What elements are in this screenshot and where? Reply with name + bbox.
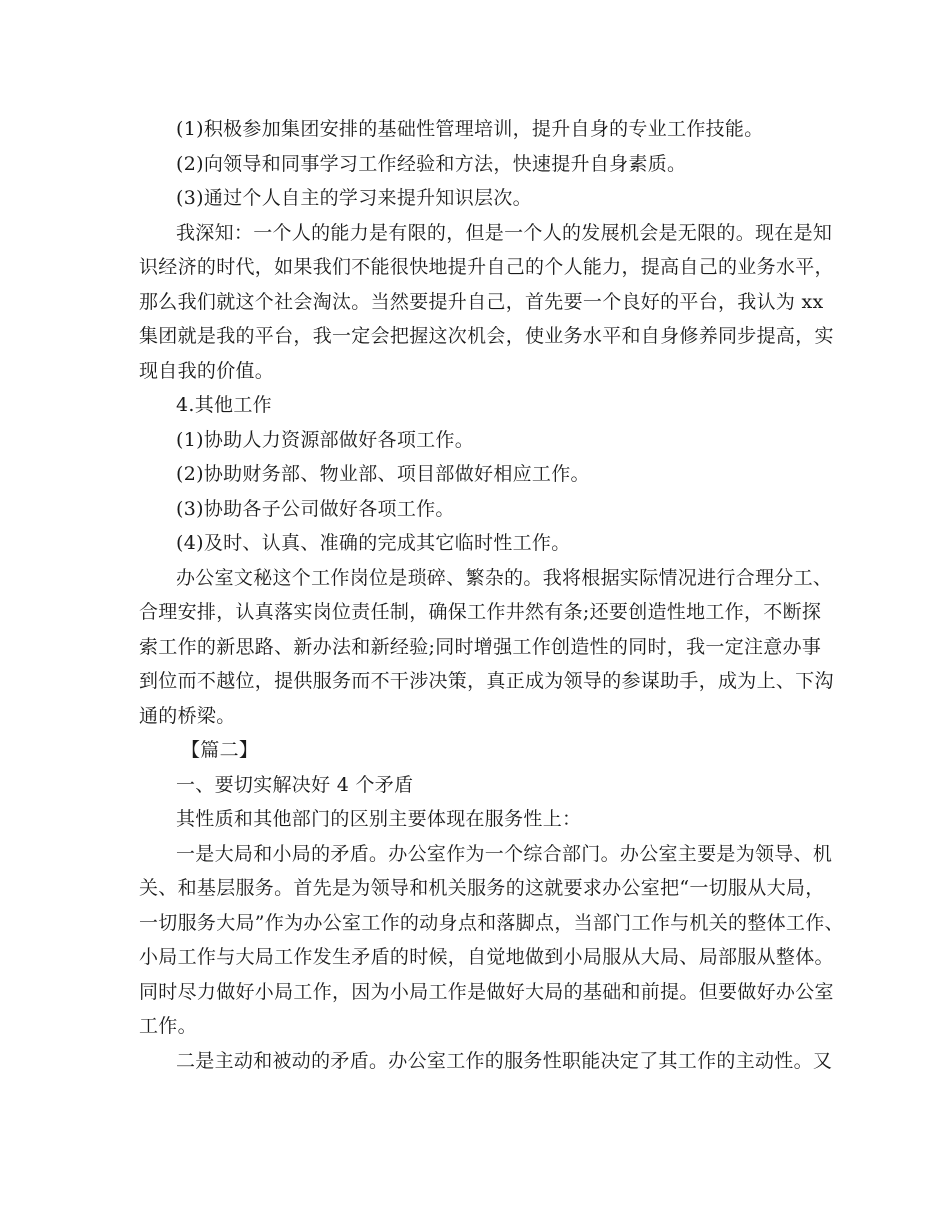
paragraph-line: 集团就是我的平台，我一定会把握这次机会，使业务水平和自身修养同步提高，实 <box>139 325 834 347</box>
paragraph-line: 通的桥梁。 <box>139 704 236 727</box>
paragraph-line: (3)通过个人自主的学习来提升知识层次。 <box>176 187 532 209</box>
paragraph-line: (3)协助各子公司做好各项工作。 <box>176 497 455 520</box>
paragraph-line: 一切服务大局”作为办公室工作的动身点和落脚点，当部门工作与机关的整体工作、 <box>139 911 844 934</box>
paragraph-line: 二是主动和被动的矛盾。办公室工作的服务性职能决定了其工作的主动性。又 <box>176 1049 833 1072</box>
document-body <box>139 112 844 1078</box>
paragraph-line: 到位而不越位，提供服务而不干涉决策，真正成为领导的参谋助手，成为上、下沟 <box>139 670 834 692</box>
paragraph-line: 一是大局和小局的矛盾。办公室作为一个综合部门。办公室主要是为领导、机 <box>176 842 833 865</box>
paragraph-line: 关、和基层服务。首先是为领导和机关服务的这就要求办公室把“一切服从大局， <box>139 877 825 899</box>
paragraph-line: 索工作的新思路、新办法和新经验;同时增强工作创造性的同时，我一定注意办事 <box>139 635 822 658</box>
section-heading: 一、要切实解决好 4 个矛盾 <box>176 773 414 796</box>
paragraph-line: (1)协助人力资源部做好各项工作。 <box>176 428 475 451</box>
paragraph-line: 小局工作与大局工作发生矛盾的时候，自觉地做到小局服从大局、局部服从整体。 <box>139 946 834 968</box>
section-heading: 4.其他工作 <box>176 394 272 416</box>
paragraph-line: 那么我们就这个社会淘汰。当然要提升自己，首先要一个良好的平台，我认为 xx <box>139 290 824 313</box>
paragraph-line: 现自我的价值。 <box>139 359 275 382</box>
paragraph-line: (2)协助财务部、物业部、项目部做好相应工作。 <box>176 463 590 485</box>
paragraph-line: (4)及时、认真、准确的完成其它临时性工作。 <box>176 532 571 554</box>
paragraph-line: 我深知：一个人的能力是有限的，但是一个人的发展机会是无限的。现在是知 <box>176 221 833 244</box>
paragraph-line: 同时尽力做好小局工作，因为小局工作是做好大局的基础和前提。但要做好办公室 <box>139 980 834 1003</box>
paragraph-line: 合理安排，认真落实岗位责任制，确保工作井然有条;还要创造性地工作，不断探 <box>139 601 822 623</box>
paragraph-line: 办公室文秘这个工作岗位是琐碎、繁杂的。我将根据实际情况进行合理分工、 <box>176 566 833 589</box>
paragraph-line: 其性质和其他部门的区别主要体现在服务性上： <box>176 808 582 830</box>
chapter-heading: 【篇二】 <box>181 739 259 761</box>
paragraph-line: (2)向领导和同事学习工作经验和方法，快速提升自身素质。 <box>176 152 687 175</box>
paragraph-line: 识经济的时代，如果我们不能很快地提升自己的个人能力，提高自己的业务水平， <box>139 256 834 278</box>
paragraph-line: (1)积极参加集团安排的基础性管理培训，提升自身的专业工作技能。 <box>176 118 764 140</box>
paragraph-line: 工作。 <box>139 1015 197 1037</box>
